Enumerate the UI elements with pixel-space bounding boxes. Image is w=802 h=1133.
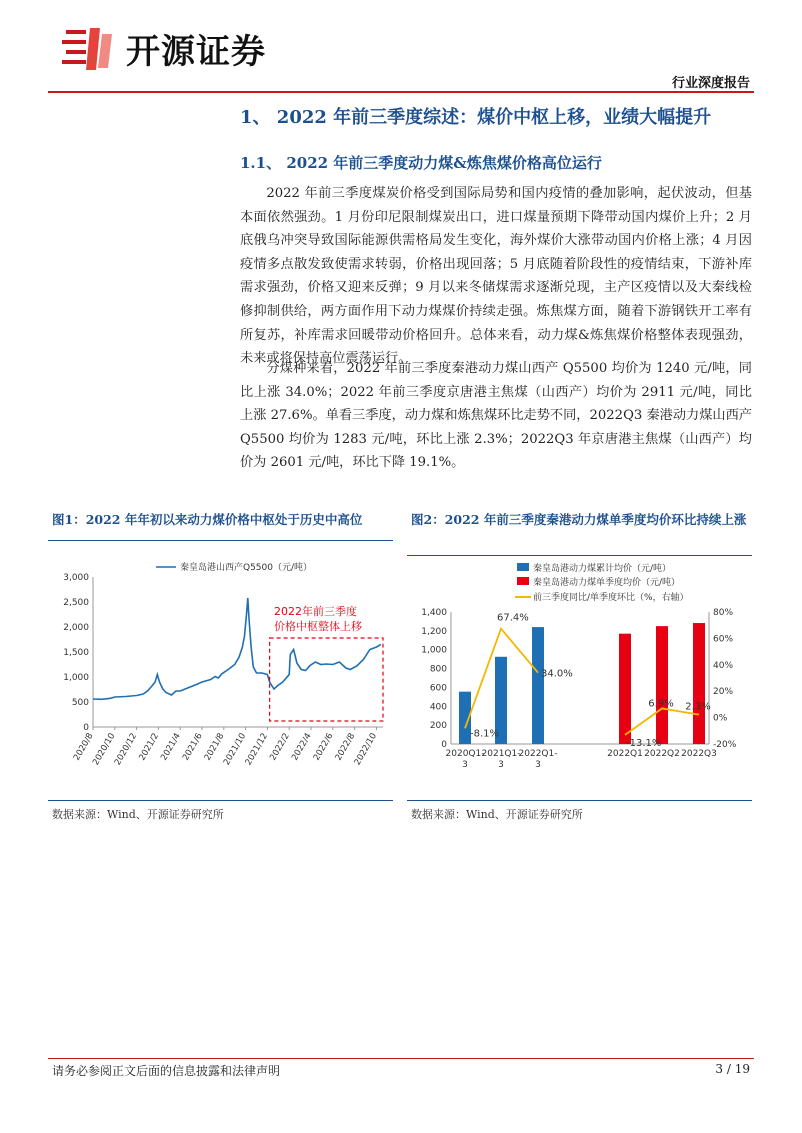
x-tick-label: 2022/2: [268, 731, 292, 763]
right-y-tick-label: 20%: [713, 687, 734, 698]
change-data-label: 6.9%: [648, 698, 674, 710]
figure-1-chart: [48, 543, 393, 799]
legend-swatch-icon: [517, 563, 529, 571]
change-data-label: -8.1%: [470, 728, 500, 740]
y-tick-label: 1,000: [63, 673, 89, 683]
x-category-label: 2021Q1-: [481, 749, 521, 759]
left-y-tick-label: 600: [429, 683, 447, 694]
quarterly-price-bar: [656, 626, 668, 744]
x-tick-label: 2021/12: [243, 731, 271, 768]
change-data-label: 2.3%: [685, 701, 711, 713]
y-tick-label: 500: [71, 698, 89, 708]
quarterly-price-bar: [619, 634, 631, 744]
x-category-label: 3: [462, 760, 468, 770]
logo-mark-icon: [60, 22, 118, 74]
x-tick-label: 2021/4: [159, 731, 183, 763]
x-tick-label: 2020/10: [91, 731, 118, 768]
figure-2-source: 数据来源：Wind、开源证券研究所: [411, 808, 583, 821]
right-y-tick-label: 60%: [713, 634, 734, 645]
y-tick-label: 3,000: [63, 573, 89, 583]
figure-1-bottom-rule: [48, 800, 393, 801]
left-y-tick-label: 1,400: [421, 608, 447, 618]
figure-1-title: 图1：2022 年年初以来动力煤价格中枢处于历史中高位: [52, 512, 363, 527]
footer-divider: [48, 1058, 754, 1059]
x-tick-label: 2022/8: [333, 731, 358, 763]
logo-text: 开源证券: [126, 31, 266, 72]
x-category-label: 3: [535, 760, 541, 770]
right-y-tick-label: 40%: [713, 660, 734, 671]
paragraph-2: 分煤种来看，2022 年前三季度秦港动力煤山西产 Q5500 均价为 1240 元/吨，同比上涨 34.0%；2022 年前三季度京唐港主焦煤（山西产）均价为 2911 元/吨，同比上涨 27.6%。单看三季度，动力煤和炼焦煤环比走势不同，2022Q3 秦港动力煤山西产 Q5500 均价为 1283 元/吨，环比上涨 2.3%；2022Q3 年京唐港主焦煤（山西产）均价为 2601 元/吨，环比下降 19.1%。: [240, 361, 752, 471]
legend-label: 秦皇岛港动力煤单季度均价（元/吨）: [533, 578, 681, 588]
legend-label: 前三季度同比/单季度环比（%，右轴）: [533, 593, 689, 603]
x-tick-label: 2020/12: [112, 731, 140, 768]
y-tick-label: 1,500: [63, 648, 89, 658]
right-y-tick-label: 0%: [713, 713, 728, 724]
y-tick-label: 2,000: [63, 623, 89, 633]
cumulative-price-bar: [532, 627, 544, 744]
legend-label: 秦皇岛港山西产Q5500（元/吨）: [180, 563, 313, 573]
figure-2-bottom-rule: [407, 800, 752, 801]
page-number: 3 / 19: [715, 1062, 750, 1076]
header-divider: [48, 91, 754, 93]
highlight-box: [270, 638, 383, 721]
left-y-tick-label: 400: [429, 702, 447, 713]
section-title: 1、 2022 年前三季度综述：煤价中枢上移，业绩大幅提升: [240, 107, 712, 128]
left-y-tick-label: 200: [429, 721, 447, 732]
change-data-label: -13.1%: [626, 737, 662, 749]
x-category-label: 2022Q1-: [518, 749, 558, 759]
annotation-line-1: 2022年前三季度: [274, 605, 357, 618]
x-category-label: 2022Q1: [607, 749, 643, 759]
company-logo: [60, 20, 266, 76]
figure-1-top-rule: [48, 540, 393, 541]
x-tick-label: 2021/6: [181, 731, 205, 763]
x-tick-label: 2020/8: [71, 731, 96, 763]
x-tick-label: 2021/2: [137, 731, 162, 763]
figure-2-title: 图2：2022 年前三季度秦港动力煤单季度均价环比持续上涨: [411, 512, 747, 527]
figure-2-chart: [407, 558, 752, 799]
quarterly-price-bar: [693, 623, 705, 744]
right-y-tick-label: 80%: [713, 608, 734, 618]
right-y-tick-label: -20%: [713, 740, 737, 750]
x-category-label: 3: [498, 760, 504, 770]
change-data-label: 34.0%: [541, 668, 573, 680]
x-category-label: 2020Q1-: [445, 749, 485, 759]
footer-disclaimer: 请务必参阅正文后面的信息披露和法律声明: [52, 1064, 281, 1078]
y-tick-label: 0: [83, 723, 89, 733]
change-data-label: 67.4%: [497, 612, 529, 624]
x-tick-label: 2022/6: [311, 731, 336, 763]
legend-swatch-icon: [517, 577, 529, 585]
left-y-tick-label: 800: [429, 664, 447, 675]
x-category-label: 2022Q2: [644, 749, 680, 759]
x-tick-label: 2021/8: [202, 731, 227, 763]
x-tick-label: 2022/4: [290, 731, 314, 763]
left-y-tick-label: 1,200: [421, 626, 447, 637]
left-y-tick-label: 1,000: [421, 645, 447, 656]
annotation-line-2: 价格中枢整体上移: [274, 620, 362, 633]
report-type: 行业深度报告: [671, 76, 750, 91]
y-tick-label: 2,500: [63, 598, 89, 608]
x-category-label: 2022Q3: [681, 749, 717, 759]
legend-label: 秦皇岛港动力煤累计均价（元/吨）: [533, 564, 672, 574]
paragraph-1: 2022 年前三季度煤炭价格受到国际局势和国内疫情的叠加影响，起伏波动，但基本面依然强劲。1 月份印尼限制煤炭出口，进口煤量预期下降带动国内煤价上升；2 月底俄乌冲突导致国际能源供需格局发生变化，海外煤价大涨带动国内价格上涨；4 月因疫情多点散发致使需求转弱，价格出现回落；5 月底随着阶段性的疫情结束，下游补库需求强劲，价格又迎来反弹；9 月以来冬储煤需求逐渐兑现，主产区疫情以及大秦线检修抑制供给，两方面作用下动力煤煤价持续走强。炼焦煤方面，随着下游钢铁开工率有所复苏，补库需求回暖带动价格回升。总体来看，动力煤&炼焦煤价格整体表现强劲，未来或将保持高位震荡运行。: [240, 186, 752, 367]
x-tick-label: 2022/10: [352, 731, 380, 768]
subsection-title: 1.1、 2022 年前三季度动力煤&炼焦煤价格高位运行: [240, 154, 602, 172]
figure-2-top-rule: [407, 555, 752, 556]
left-y-tick-label: 0: [441, 740, 447, 750]
figure-1-source: 数据来源：Wind、开源证券研究所: [52, 808, 224, 821]
x-tick-label: 2021/10: [221, 731, 249, 768]
